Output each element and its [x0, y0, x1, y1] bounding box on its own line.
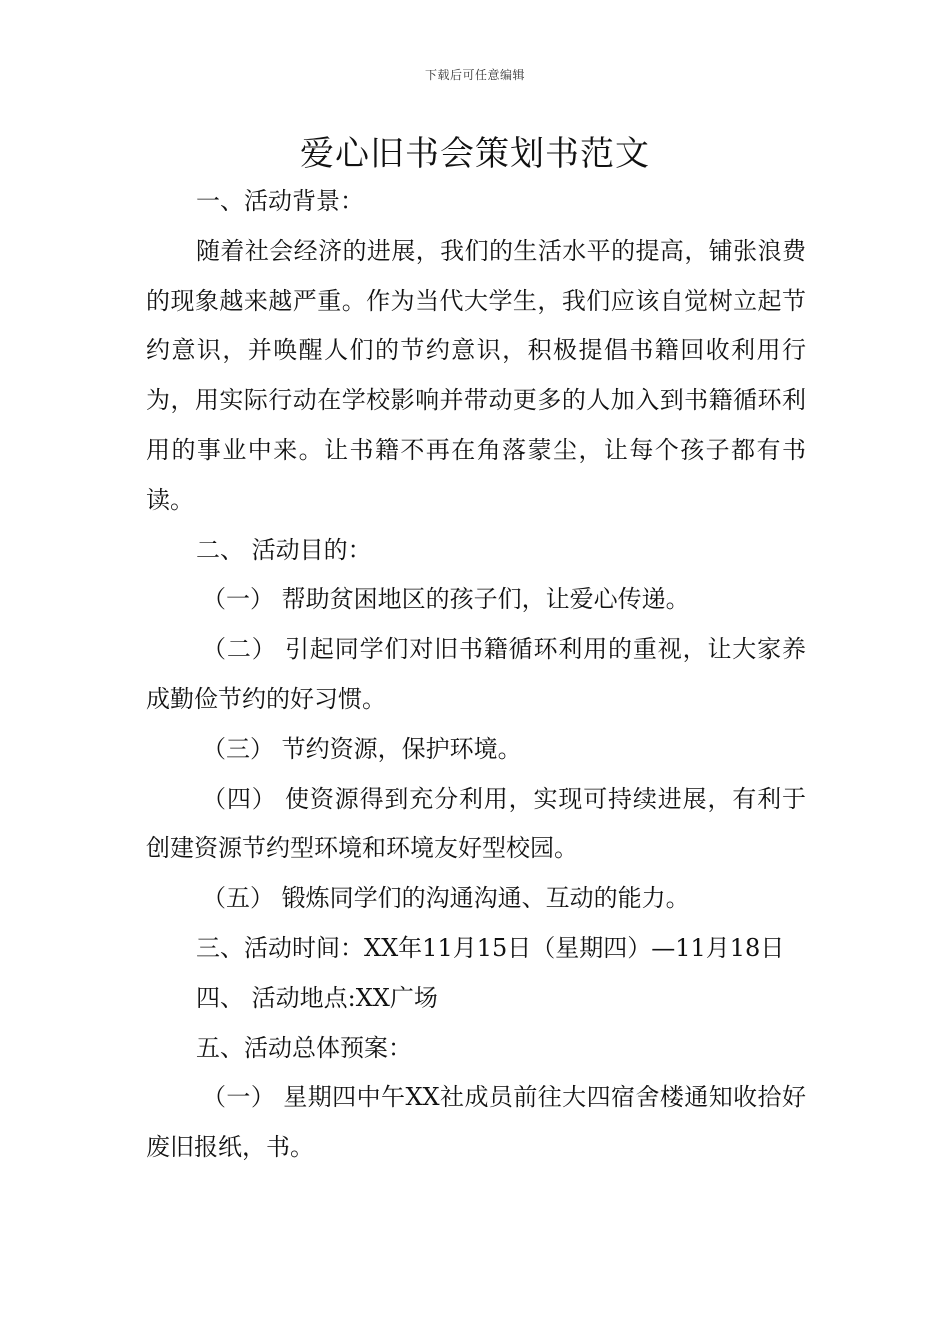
section-heading-time: 三、活动时间：XX年11月15日（星期四）—11月18日: [196, 933, 785, 962]
purpose-item-4: （四） 使资源得到充分利用，实现可持续进展，有利于创建资源节约型环境和环境友好型校园。: [146, 784, 806, 863]
header-note: 下载后可任意编辑: [424, 68, 525, 82]
document-body: [146, 177, 806, 1173]
plan-item-1: （一） 星期四中午XX社成员前往大四宿舍楼通知收拾好废旧报纸，书。: [146, 1083, 806, 1162]
purpose-item-3: （三） 节约资源，保护环境。: [202, 734, 522, 763]
purpose-item-5: （五） 锻炼同学们的沟通沟通、互动的能力。: [202, 884, 690, 913]
purpose-item-2: （二） 引起同学们对旧书籍循环利用的重视，让大家养成勤俭节约的好习惯。: [146, 635, 806, 713]
section-heading-location: 四、 活动地点:XX广场: [196, 983, 438, 1012]
section-heading-plan: 五、活动总体预案：: [196, 1033, 412, 1062]
purpose-item-1: （一） 帮助贫困地区的孩子们，让爱心传递。: [202, 585, 690, 614]
background-paragraph: 随着社会经济的进展，我们的生活水平的提高，铺张浪费的现象越来越严重。作为当代大学生，我们应该自觉树立起节约意识，并唤醒人们的节约意识，积极提倡书籍回收利用行为，用实际行动在学校影响并带动更多的人加入到书籍循环利用的事业中来。让书籍不再在角落蒙尘，让每个孩子都有书读。: [146, 236, 806, 514]
section-heading-background: 一、活动背景：: [196, 187, 364, 215]
document-title: 爱心旧书会策划书范文: [300, 134, 650, 174]
section-heading-purpose: 二、 活动目的：: [196, 535, 372, 564]
